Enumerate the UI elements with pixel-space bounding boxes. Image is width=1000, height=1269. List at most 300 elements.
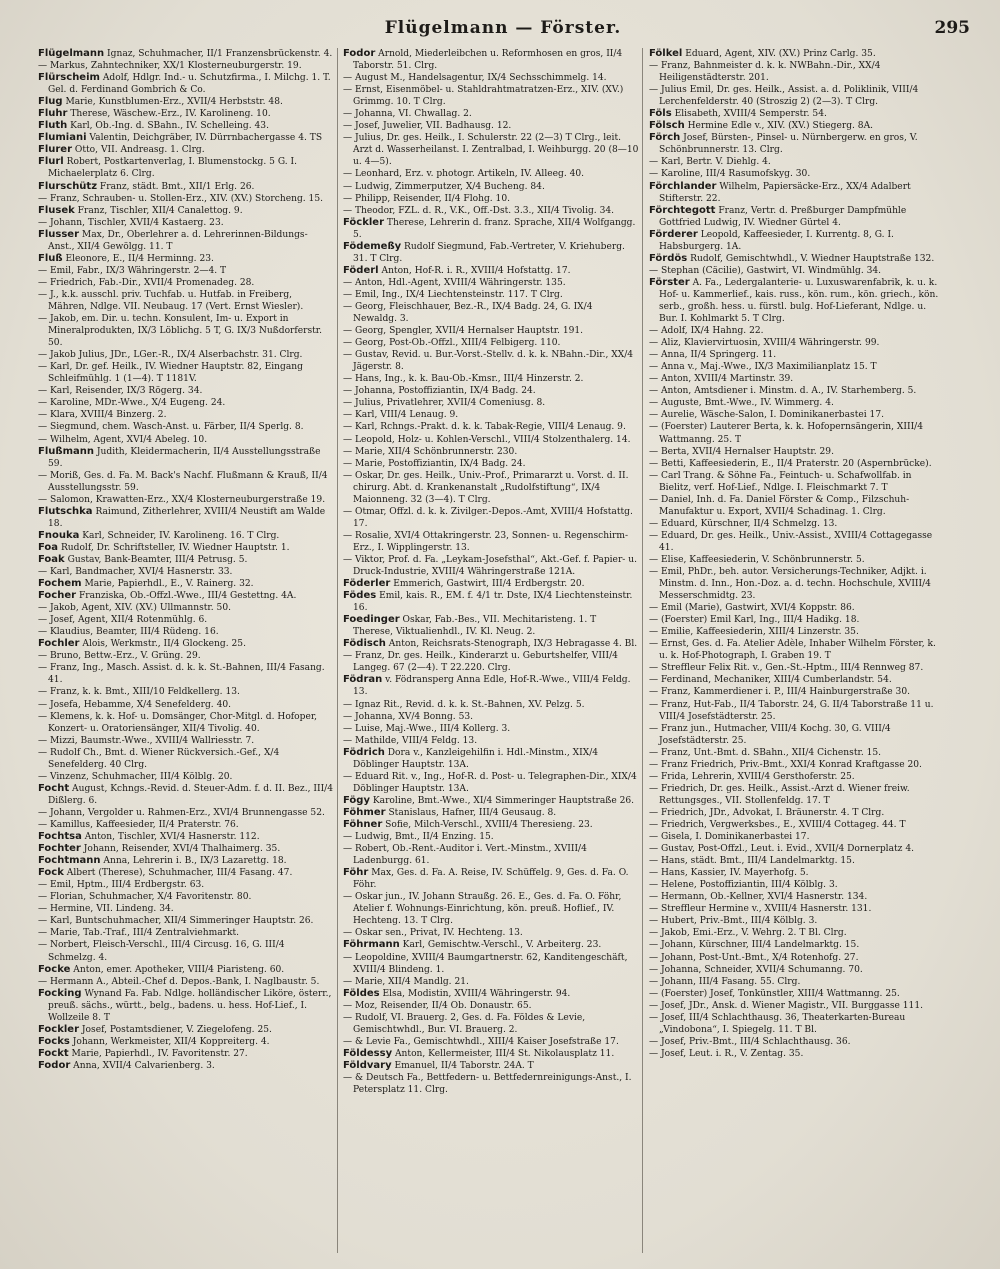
directory-entry (343, 434, 639, 446)
directory-entry (343, 181, 639, 193)
entry-details: Vergolder u. Rahmen-Erz., XVI/4 Brunnengasse 52. (85, 807, 325, 818)
directory-entry (343, 373, 639, 385)
entry-name: — Kamillus, (38, 820, 93, 830)
directory-entry (649, 915, 945, 927)
entry-details: Beamter, III/4 Rüdeng. 16. (93, 627, 219, 638)
directory-entry (38, 831, 334, 843)
entry-details: Postoffiziantin, IX/4 Badg. 24. (395, 386, 536, 397)
entry-details: Revid. u. Bur.-Vorst.-Stellv. d. k. k. NBahn.-Dir., XX/4 Jägerstr. 8. (353, 350, 634, 373)
entry-details: Bmt.-Wwe., IV. Wimmerg. 4. (701, 398, 834, 409)
entry-details: Post-Offzl., Leut. i. Evid., XVII/4 Dornerplatz 4. (694, 844, 915, 855)
entry-details: Reisender, IX/3 Rögerg. 34. (72, 386, 203, 397)
entry-name: Föhmer (343, 806, 386, 818)
entry-name: — Siegmund, (38, 422, 100, 433)
entry-name: — Georg, (343, 338, 387, 349)
entry-details: Kürschner, II/4 Schmelzg. 13. (697, 518, 838, 529)
entry-details: Ing., k. k. Bau-Ob.-Kmsr., III/4 Hinzerstr. 2. (381, 374, 584, 385)
entry-name: — Mizzi, (38, 735, 78, 746)
entry-details: em. Dir. u. techn. Konsulent, Im- u. Export in Mineralprodukten, IX/3 Löblichg. 5 T, G. IX/3 Nußdorferstr. 50. (48, 314, 323, 349)
entry-details: Hptm., III/4 Erdbergstr. 63. (73, 880, 205, 891)
entry-name: — Hans, (649, 856, 688, 867)
entry-details: Hebamme, X/4 Senefelderg. 40. (80, 699, 232, 710)
entry-name: Fölsch (649, 120, 685, 132)
directory-entry (343, 1072, 639, 1096)
entry-details: III/4 Rasumofskyg. 30. (702, 169, 811, 180)
entry-details: XVI/4 Ottakringerstr. 23, Sonnen- u. Regenschirm-Erz., I. Wipplingerstr. 13. (353, 530, 629, 553)
directory-entry (38, 205, 334, 217)
directory-entry (649, 409, 945, 421)
entry-details: XVIII/4 Martinstr. 39. (691, 374, 794, 385)
directory-entry (38, 60, 334, 72)
entry-name: — Hans, (343, 374, 382, 385)
directory-entry (649, 747, 945, 759)
directory-entry (343, 409, 639, 421)
entry-details: Alois, Werkmstr., II/4 Glockeng. 25. (79, 639, 246, 650)
entry-details: jun., Hutmacher, VIII/4 Kochg. 30, G. VIII/4 Josefstädterstr. 25. (659, 723, 891, 746)
directory-entry (649, 554, 945, 566)
entry-name: Földvary (343, 1059, 392, 1071)
entry-details: Karl, Ob.-Ing. d. SBahn., IV. Schelleing. 43. (67, 121, 269, 132)
entry-details: Hermine v., XVIII/4 Hasnerstr. 131. (705, 904, 872, 915)
entry-name: — Karl, (38, 386, 73, 397)
directory-entry (343, 927, 639, 939)
directory-entry (38, 976, 334, 988)
directory-entry (343, 277, 639, 289)
entry-details: Unt.-Bmt. d. SBahn., XII/4 Cichenstr. 15. (690, 747, 882, 758)
directory-entry (649, 879, 945, 891)
directory-entry (38, 361, 334, 385)
directory-entry (343, 867, 639, 891)
directory-entry (343, 193, 639, 205)
entry-details: Karl, Gemischtw.-Verschl., V. Arbeiterg. 23. (399, 940, 602, 951)
entry-details: IX/4 Hahng. 22. (687, 326, 764, 337)
entry-name: Föls (649, 108, 672, 120)
entry-details: Franz, Tischler, XII/4 Canalettog. 9. (74, 205, 243, 216)
entry-name: — Georg, (343, 301, 387, 312)
directory-entry (649, 277, 945, 325)
entry-name: — Moz, (343, 1000, 378, 1011)
directory-entry (649, 470, 945, 494)
entry-details: Fabr., IX/3 Währingerstr. 2—4. T (73, 265, 227, 276)
directory-entry (343, 1048, 639, 1060)
entry-name: — Josef, (38, 615, 76, 626)
entry-details: Trang. & Söhne Fa., Feintuch- u. Schafwollfab. in Bielitz, verf. Hof-Lief., Ndlge. I. Fleischmarkt 7. T (659, 470, 912, 493)
entry-details: Wilhelm, Papiersäcke-Erz., XX/4 Adalbert Stifterstr. 22. (659, 181, 911, 204)
entry-name: — Hermann, (649, 892, 708, 903)
entry-name: — Jakob, (38, 603, 79, 614)
entry-name: Flurschütz (38, 180, 98, 192)
directory-entry (343, 421, 639, 433)
directory-entry (343, 723, 639, 735)
directory-entry (649, 771, 945, 783)
entry-details: städt. Bmt., III/4 Landelmarktg. 15. (687, 856, 855, 867)
entry-name: Flusser (38, 228, 79, 240)
entry-details: Amtsdiener i. Minstm. d. A., IV. Starhemberg. 5. (691, 386, 917, 397)
entry-details: k. k. Hof- u. Domsänger, Chor-Mitgl. d. Hofoper, Konzert- u. Oratoriensänger, XII/4 Tivolig. 40. (48, 711, 318, 734)
entry-details: Priv.-Bmt., III/4 Kölblg. 3. (696, 916, 818, 927)
entry-details: Dr. ges. Heilk., Univ.-Assist., XVIII/4 Cottagegasse 41. (659, 530, 933, 553)
entry-details: Zimmerputzer, X/4 Bucheng. 84. (392, 181, 545, 192)
entry-details: Felix Rit. v., Gen.-St.-Hptm., III/4 Rennweg 87. (705, 663, 924, 674)
entry-details: Eleonore, E., II/4 Herminng. 23. (62, 253, 214, 264)
directory-entry (649, 518, 945, 530)
directory-entry (343, 939, 639, 951)
entry-details: Anton, Reichsrats-Stenograph, IX/3 Hebragasse 4. Bl. (385, 639, 638, 650)
entry-name: Fodor (38, 1059, 71, 1071)
directory-entry (343, 265, 639, 277)
directory-entry (649, 1000, 945, 1012)
entry-details: Emi.-Erz., V. Wehrg. 2. T Bl. Clrg. (689, 928, 847, 939)
directory-entry (38, 229, 334, 253)
directory-entry (649, 530, 945, 554)
entry-details: Rudolf, Gemischtwhdl., V. Wiedner Hauptstraße 132. (687, 253, 935, 264)
entry-name: — & Levie (343, 1036, 391, 1047)
directory-entry (343, 554, 639, 578)
entry-details: Max, Ges. d. Fa. A. Reise, IV. Schüffelg. 9, Ges. d. Fa. O. Föhr. (353, 868, 629, 891)
entry-name: — Hans, (649, 868, 688, 879)
entry-details: v. Födransperg Anna Edle, Hof-R.-Wwe., VIII/4 Feldg. 13. (353, 675, 631, 698)
entry-name: Föhr (343, 867, 369, 879)
directory-entry (38, 590, 334, 602)
entry-name: — (Foerster) (649, 615, 708, 626)
entry-name: — Ernst, (649, 639, 690, 650)
directory-entry (343, 976, 639, 988)
directory-entry (649, 819, 945, 831)
directory-entry (38, 217, 334, 229)
entry-details: Julius, JDr., LGer.-R., IX/4 Alserbachstr. 31. Clrg. (75, 350, 303, 361)
entry-details: Karoline, Bmt.-Wwe., XI/4 Simmeringer Hauptstraße 26. (369, 795, 635, 806)
entry-name: Fockler (38, 1023, 80, 1035)
column-1 (38, 48, 334, 1253)
entry-name: — Leopold, (343, 434, 395, 445)
entry-name: — Oskar (343, 928, 383, 939)
entry-details: Therese, Lehrerin d. franz. Sprache, XII/4 Wolfgangg. 5. (353, 217, 636, 240)
directory-entry (649, 1036, 945, 1048)
entry-details: Agent, XIV. (XV.) Ullmannstr. 50. (78, 603, 232, 614)
entry-name: — Philipp, (343, 193, 391, 204)
entry-details: Valentin, Deichgräber, IV. Dürrnbachergasse 4. TS (86, 133, 323, 144)
entry-name: — Emilie, (649, 627, 694, 638)
entry-name: — Mathilde, (343, 735, 400, 746)
entry-name: — Anton, (343, 277, 386, 288)
directory-entry (38, 554, 334, 566)
directory-entry (38, 915, 334, 927)
entry-name: Flusek (38, 204, 75, 216)
directory-entry (38, 964, 334, 976)
entry-details: Ing., Masch. Assist. d. k. k. St.-Bahnen, III/4 Fasang. 41. (48, 663, 325, 686)
entry-details: Tab.-Traf., III/4 Zentralviehmarkt. (80, 928, 240, 939)
entry-name: Foa (38, 541, 59, 553)
directory-entry (38, 144, 334, 156)
entry-name: Förchtegott (649, 204, 716, 216)
directory-entry (38, 446, 334, 470)
directory-entry (38, 181, 334, 193)
directory-entry (343, 506, 639, 530)
entry-details: Anton, Tischler, XVI/4 Hasnerstr. 112. (81, 832, 260, 843)
entry-name: — Rudolf (38, 747, 81, 758)
entry-details: Dr. ges. Heilk., I. Schulerstr. 22 (2—3) T Clrg., leit. Arzt d. Wasserheilanst. I. Zentralbad, I. Weihburgg. 20 (8—10 u. 4—5). (353, 133, 639, 168)
directory-entry (343, 590, 639, 614)
directory-entry (343, 385, 639, 397)
directory-entry (343, 735, 639, 747)
entry-name: — Karl, (343, 410, 378, 421)
directory-entry (343, 132, 639, 168)
entry-name: — Franz, (38, 687, 80, 698)
entry-details: Priv.-Bmt., III/4 Schlachthausg. 36. (686, 1036, 851, 1047)
directory-entry (343, 349, 639, 373)
directory-entry (343, 747, 639, 771)
entry-details: Bettw.-Erz., V. Grüng. 29. (81, 651, 201, 662)
entry-details: Fab.-Dir., XVII/4 Promenadeg. 28. (95, 277, 255, 288)
entry-details: Albert (Therese), Schuhmacher, III/4 Fasang. 47. (63, 868, 293, 879)
directory-entry (38, 879, 334, 891)
entry-name: — Otmar, (343, 506, 387, 517)
entry-name: — J., (38, 289, 59, 300)
entry-name: Förch (649, 132, 681, 144)
directory-entry (38, 530, 334, 542)
entry-details: Karl, Schneider, IV. Karolineng. 16. T Clrg. (79, 530, 280, 541)
entry-details: Franz, städt. Bmt., XII/1 Erlg. 26. (97, 181, 255, 192)
entry-details: VIII/4 Feldg. 13. (399, 735, 478, 746)
entry-details: Postoffiziantin, IX/4 Badg. 24. (385, 458, 526, 469)
entry-details: Hdl.-Agent, XVIII/4 Währingerstr. 135. (385, 277, 566, 288)
entry-details: M., Handelsagentur, IX/4 Sechsschimmelg. 14. (387, 73, 607, 84)
entry-details: Raimund, Zitherlehrer, XVIII/4 Neustift am Walde 18. (48, 506, 326, 529)
directory-entry (343, 699, 639, 711)
entry-name: — Salomon, (38, 494, 93, 505)
directory-entry (343, 289, 639, 301)
entry-name: — Karl, (649, 157, 684, 168)
directory-entry (343, 470, 639, 506)
entry-details: Privatlehrer, XVII/4 Comeniusg. 8. (383, 398, 546, 409)
page-number: 295 (934, 18, 970, 38)
entry-details: Baumstr.-Wwe., XVIII/4 Wallriesstr. 7. (77, 735, 255, 746)
entry-details: Post-Unt.-Bmt., X/4 Rotenhofg. 27. (696, 952, 859, 963)
entry-name: — Anton, (649, 374, 692, 385)
directory-entry (343, 819, 639, 831)
entry-name: Fögy (343, 794, 370, 806)
entry-name: — Jakob (38, 350, 76, 361)
directory-entry (343, 578, 639, 590)
entry-details: Fa., Gemischtwhdl., XIII/4 Kaiser Josefstraße 17. (390, 1036, 619, 1047)
entry-name: — Rosalie, (343, 530, 392, 541)
entry-name: Fodor (343, 48, 376, 59)
directory-entry (343, 988, 639, 1000)
entry-name: Fockt (38, 1047, 69, 1059)
entry-details: Johann, Reisender, XVI/4 Thalhaimerg. 35. (80, 844, 281, 855)
entry-details: Otto, VII. Andreasg. 1. Clrg. (72, 145, 205, 156)
directory-entry (38, 735, 334, 747)
entry-name: Fluß (38, 252, 63, 264)
directory-entry (649, 181, 945, 205)
entry-details: Gustav, Bank-Beamter, III/4 Petrusg. 5. (64, 554, 248, 565)
directory-entry (38, 156, 334, 180)
directory-entry (649, 939, 945, 951)
entry-name: Flürscheim (38, 72, 100, 84)
entry-name: — Franz, (649, 687, 691, 698)
entry-details: Reisender, II/4 Flohg. 10. (390, 193, 511, 204)
entry-name: — Friedrich, (38, 277, 96, 288)
directory-entry (38, 939, 334, 963)
directory-entry (38, 421, 334, 433)
directory-entry (38, 1036, 334, 1048)
entry-name: — Marie, (343, 976, 386, 987)
entry-name: — Anton, (649, 386, 692, 397)
entry-details: Johann, Werkmeister, XII/4 Koppreiterg. 4. (69, 1036, 270, 1047)
directory-entry (38, 783, 334, 807)
directory-entry (649, 602, 945, 614)
entry-details: Vergwerksbes., E., XVIII/4 Cottageg. 44. T (706, 820, 906, 830)
directory-entry (343, 446, 639, 458)
entry-name: — Johann, (649, 952, 696, 963)
entry-details: Reisender, II/4 Ob. Donaustr. 65. (377, 1000, 532, 1011)
directory-entry (649, 168, 945, 180)
directory-entry (649, 397, 945, 409)
directory-entry (649, 373, 945, 385)
entry-details: III/4 Schlachthausg. 36, Theaterkarten-Bureau „Vindobona“, I. Spiegelg. 11. T Bl. (659, 1012, 906, 1035)
directory-entry (38, 1060, 334, 1072)
entry-name: — Ernst, (343, 85, 384, 96)
directory-entry (38, 711, 334, 735)
entry-name: Flußmann (38, 445, 94, 457)
entry-details: Rit. v., Ing., Hof-R. d. Post- u. Telegraphen-Dir., XIX/4 Döblinger Hauptstr. 13A. (353, 771, 637, 794)
entry-details: Ges. d. Fa. Atelier Adèle, Inhaber Wilhelm Förster, k. u. k. Hof-Photograph, I. Graben 19. T (659, 639, 936, 662)
entry-details: Fleischhauer, Bez.-R., IX/4 Badg. 24, G. IX/4 Newaldg. 3. (353, 301, 593, 325)
entry-name: Föckler (343, 216, 385, 228)
entry-name: — Bruno, (38, 651, 82, 662)
entry-name: — Hubert, (649, 916, 697, 927)
entry-name: — Luise, (343, 723, 383, 734)
entry-name: Focke (38, 963, 71, 975)
entry-name: — Karoline, (649, 169, 703, 180)
directory-entry (38, 313, 334, 349)
entry-name: Flurer (38, 144, 73, 156)
entry-details: Tischler, XVII/4 Kastaerg. 23. (85, 217, 224, 228)
directory-entry (343, 711, 639, 723)
entry-name: — Eduard, (649, 530, 698, 541)
entry-name: — & Deutsch (343, 1072, 404, 1083)
entry-name: — Marie, (343, 458, 386, 469)
entry-name: — Ludwig, (343, 181, 393, 192)
entry-name: — Friedrich, (649, 783, 707, 794)
entry-name: — Gustav, (343, 350, 389, 361)
directory-entry (343, 638, 639, 650)
directory-entry (649, 626, 945, 638)
directory-entry (649, 638, 945, 662)
entry-details: Erz. v. photogr. Artikeln, IV. Alleeg. 40. (402, 169, 585, 180)
entry-details: Lauterer Berta, k. k. Hofopernsängerin, XIII/4 Wattmanng. 25. T (659, 422, 924, 445)
directory-entry (38, 470, 334, 494)
directory-entry (343, 397, 639, 409)
entry-details: XII/4 Mandlg. 21. (385, 976, 469, 987)
entry-name: — Klara, (38, 410, 78, 421)
entry-name: — Johann, (649, 940, 696, 951)
entry-name: — Friedrich, (649, 820, 707, 830)
directory-entry (649, 614, 945, 626)
entry-details: Ch., Bmt. d. Wiener Rückversich.-Gef., X/4 Senefelderg. 40 Clrg. (48, 747, 280, 770)
entry-details: Offzl. d. k. k. Zivilger.-Depos.-Amt, XVIII/4 Hofstattg. 17. (353, 506, 633, 529)
entry-details: VII. Lindeng. 34. (93, 904, 174, 915)
directory-entry (649, 120, 945, 132)
entry-details: Krawatten-Erz., XX/4 Klosterneuburgerstraße 19. (92, 494, 326, 505)
directory-entry (649, 891, 945, 903)
directory-entry (649, 964, 945, 976)
entry-name: Focht (38, 782, 70, 794)
directory-entry (38, 409, 334, 421)
entry-name: — Karl, (38, 362, 73, 373)
directory-entry (38, 494, 334, 506)
entry-details: Klaviervirtuosin, XVIII/4 Währingerstr. 99. (681, 338, 880, 349)
entry-name: — Vinzenz, (38, 771, 89, 782)
directory-entry (38, 506, 334, 530)
entry-name: — Oskar (343, 892, 383, 903)
entry-name: — Josefa, (38, 699, 81, 710)
entry-details: Inh. d. Fa. Daniel Förster & Comp., Filzschuh-Manufaktur u. Export, XVII/4 Schadinag. 1. Clrg. (659, 494, 910, 517)
entry-details: chem. Wasch-Anst. u. Färber, II/4 Sperlg. 8. (99, 422, 304, 433)
entry-details: Adolf, Hdlgr. Ind.- u. Schutzfirma., I. Milchg. 1. T. Gel. d. Ferdinand Gombrich & Co. (48, 73, 331, 96)
directory-entry (649, 1048, 945, 1060)
directory-entry (38, 289, 334, 313)
entry-details: JDr., Advokat, I. Bräunerstr. 4. T Clrg. (706, 807, 885, 818)
entry-details: VI. Brauerg. 2, Ges. d. Fa. Földes & Levie, Gemischtwhdl., Bur. VI. Brauerg. 2. (353, 1012, 586, 1035)
directory-entry (343, 108, 639, 120)
directory-entry (343, 1036, 639, 1048)
entry-name: Flug (38, 96, 63, 108)
entry-name: — Eduard, (649, 518, 698, 529)
entry-details: Fa., Bettfedern- u. Bettfedernreinigungs-Anst., I. Petersplatz 11. Clrg. (353, 1072, 632, 1096)
directory-entry (343, 458, 639, 470)
entry-name: — August (343, 73, 388, 84)
entry-details: III/4 Fasang. 55. Clrg. (696, 976, 801, 987)
directory-entry (38, 397, 334, 409)
entry-name: — Emil (649, 603, 683, 614)
entry-details: Bandmacher, XVI/4 Hasnerstr. 33. (72, 567, 233, 578)
entry-details: (Marie), Gastwirt, XVI/4 Koppstr. 86. (682, 603, 855, 614)
entry-details: Ob.-Kellner, XVI/4 Hasnerstr. 134. (707, 892, 868, 903)
entry-details: Anna, XVII/4 Calvarienberg. 3. (70, 1060, 215, 1071)
entry-details: MDr.-Wwe., X/4 Eugeng. 24. (91, 398, 226, 409)
directory-entry (649, 807, 945, 819)
entry-details: k. k. Bmt., XIII/10 Feldkellerg. 13. (79, 687, 240, 698)
entry-name: — Franz (649, 759, 688, 770)
entry-details: Leopold, Kaffeesieder, I. Kurrentg. 8, G. I. Habsburgerg. 1A. (659, 229, 894, 252)
entry-name: Föhner (343, 819, 383, 830)
directory-entry (38, 927, 334, 939)
entry-name: — Karl, (38, 916, 73, 927)
entry-name: — Carl (649, 470, 681, 481)
entry-name: Födemeßy (343, 240, 402, 252)
entry-details: FZL. d. R., V.K., Off.-Dst. 3.3., XII/4 Tivolig. 34. (395, 205, 615, 216)
entry-details: Schrauben- u. Stollen-Erz., XIV. (XV.) Storcheng. 15. (79, 193, 324, 204)
directory-entry (38, 193, 334, 205)
entry-details: Emmerich, Gastwirt, III/4 Erdbergstr. 20. (390, 579, 585, 590)
entry-name: — Aliz, (649, 338, 682, 349)
entry-name: Földessy (343, 1047, 393, 1059)
entry-name: — Franz (649, 723, 688, 734)
entry-name: — Auguste, (649, 398, 702, 409)
directory-entry (649, 903, 945, 915)
page-header (36, 16, 970, 46)
entry-details: Eisenmöbel- u. Stahldrahtmatratzen-Erz., XIV. (XV.) Grimmg. 10. T Clrg. (353, 85, 624, 108)
entry-name: Foedinger (343, 614, 400, 626)
directory-entry (343, 325, 639, 337)
entry-details: XVIII/4 Binzerg. 2. (77, 410, 167, 421)
column-divider (337, 48, 338, 1253)
entry-name: — Josef, (649, 1012, 687, 1023)
entry-details: Dr. ges. Heilk., Assist.-Arzt d. Wiener freiw. Rettungsges., VII. Stollenfeldg. 17. T (659, 783, 910, 806)
entry-details: Rudolf, Dr. Schriftsteller, IV. Wiedner Hauptstr. 1. (58, 542, 290, 553)
entry-name: — Berta, (649, 446, 690, 457)
